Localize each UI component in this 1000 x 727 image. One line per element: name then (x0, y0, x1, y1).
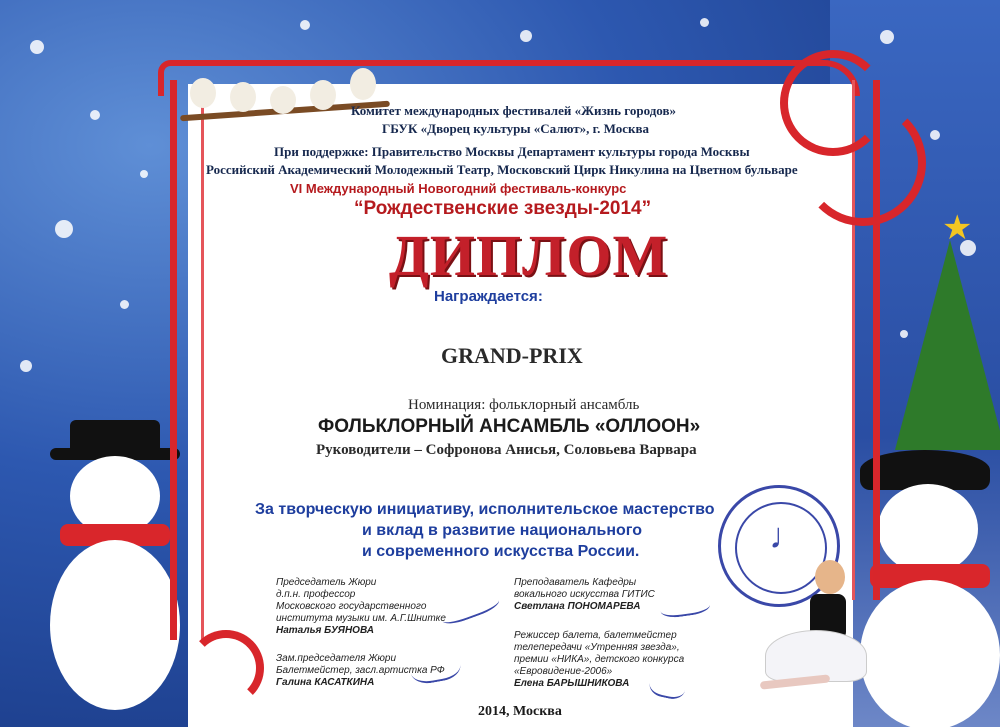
organizer-line-1: Комитет международных фестивалей «Жизнь городов» (351, 103, 677, 118)
christmas-tree-illustration (895, 240, 1000, 450)
snowflake (880, 30, 894, 44)
ballerina-illustration (760, 560, 870, 720)
snowflake (55, 220, 73, 238)
snowflake (120, 300, 129, 309)
snowflake (90, 110, 100, 120)
diploma-heading: ДИПЛОМ (389, 223, 669, 288)
recipient-name: ФОЛЬКЛОРНЫЙ АНСАМБЛЬ «ОЛЛООН» (318, 416, 701, 437)
signatory-title: института музыки им. А.Г.Шнитке (276, 613, 446, 624)
red-frame-swirl (800, 100, 926, 226)
red-frame-swirl (188, 630, 264, 706)
signatory-name: Елена БАРЫШНИКОВА (514, 678, 630, 689)
signatory-title: «Евровидение-2006» (514, 666, 613, 677)
awarded-label: Награждается: (434, 288, 543, 305)
snowman-right-illustration (860, 440, 1000, 727)
snowflake (30, 40, 44, 54)
signatory-name: Светлана ПОНОМАРЕВА (514, 601, 641, 612)
organizer-line-2: ГБУК «Дворец культуры «Салют», г. Москва (382, 121, 650, 136)
festival-title: “Рождественские звезды-2014” (354, 198, 652, 219)
snowflake (930, 130, 940, 140)
reason-line-1: За творческую инициативу, исполнительское мастерство (255, 501, 715, 518)
snowflake (20, 360, 32, 372)
signatory-title: Председатель Жюри (276, 577, 377, 588)
signatory-chair-jury (276, 577, 446, 637)
snowflake (520, 30, 532, 42)
tree-star-icon: ★ (942, 210, 973, 247)
signatory-name: Галина КАСАТКИНА (276, 677, 375, 688)
reason-line-3: и современного искусства России. (362, 543, 640, 560)
signatory-title: вокального искусства ГИТИС (514, 589, 655, 600)
festival-name: VI Международный Новогодний фестиваль-конкурс (290, 181, 627, 196)
signatory-name: Наталья БУЯНОВА (276, 625, 375, 636)
red-frame-left (170, 80, 204, 640)
signatory-title: Режиссер балета, балетмейстер (514, 630, 677, 641)
signatory-title: Балетмейстер, засл.артистка РФ (276, 665, 445, 676)
leaders: Руководители – Софронова Анисья, Соловьева Варвара (316, 442, 697, 458)
signatory-title: д.п.н. профессор (276, 589, 356, 600)
signatory-title: премии «НИКА», детского конкурса (514, 654, 685, 665)
snowflake (700, 18, 709, 27)
snowman-left-illustration (40, 420, 190, 720)
snowflake (140, 170, 148, 178)
signatory-vocal-teacher (514, 577, 655, 613)
support-line-1: При поддержке: Правительство Москвы Департамент культуры города Москвы (274, 144, 750, 159)
snowflake (300, 20, 310, 30)
nomination: Номинация: фольклорный ансамбль (408, 397, 640, 413)
reason-line-2: и вклад в развитие национального (362, 522, 643, 539)
signatory-title: Преподаватель Кафедры (514, 577, 637, 588)
support-line-2: Российский Академический Молодежный Театр, Московский Цирк Никулина на Цветном бульваре (206, 162, 798, 177)
signatory-title: Московского государственного (276, 601, 427, 612)
signatory-title: Зам.председателя Жюри (276, 653, 397, 664)
place-date: 2014, Москва (478, 704, 562, 719)
signatory-title: телепередачи «Утренняя звезда», (514, 642, 680, 653)
lyre-icon: ♩ (769, 516, 805, 556)
birds-on-branch-illustration (180, 68, 390, 128)
prize-title: GRAND-PRIX (441, 343, 583, 368)
